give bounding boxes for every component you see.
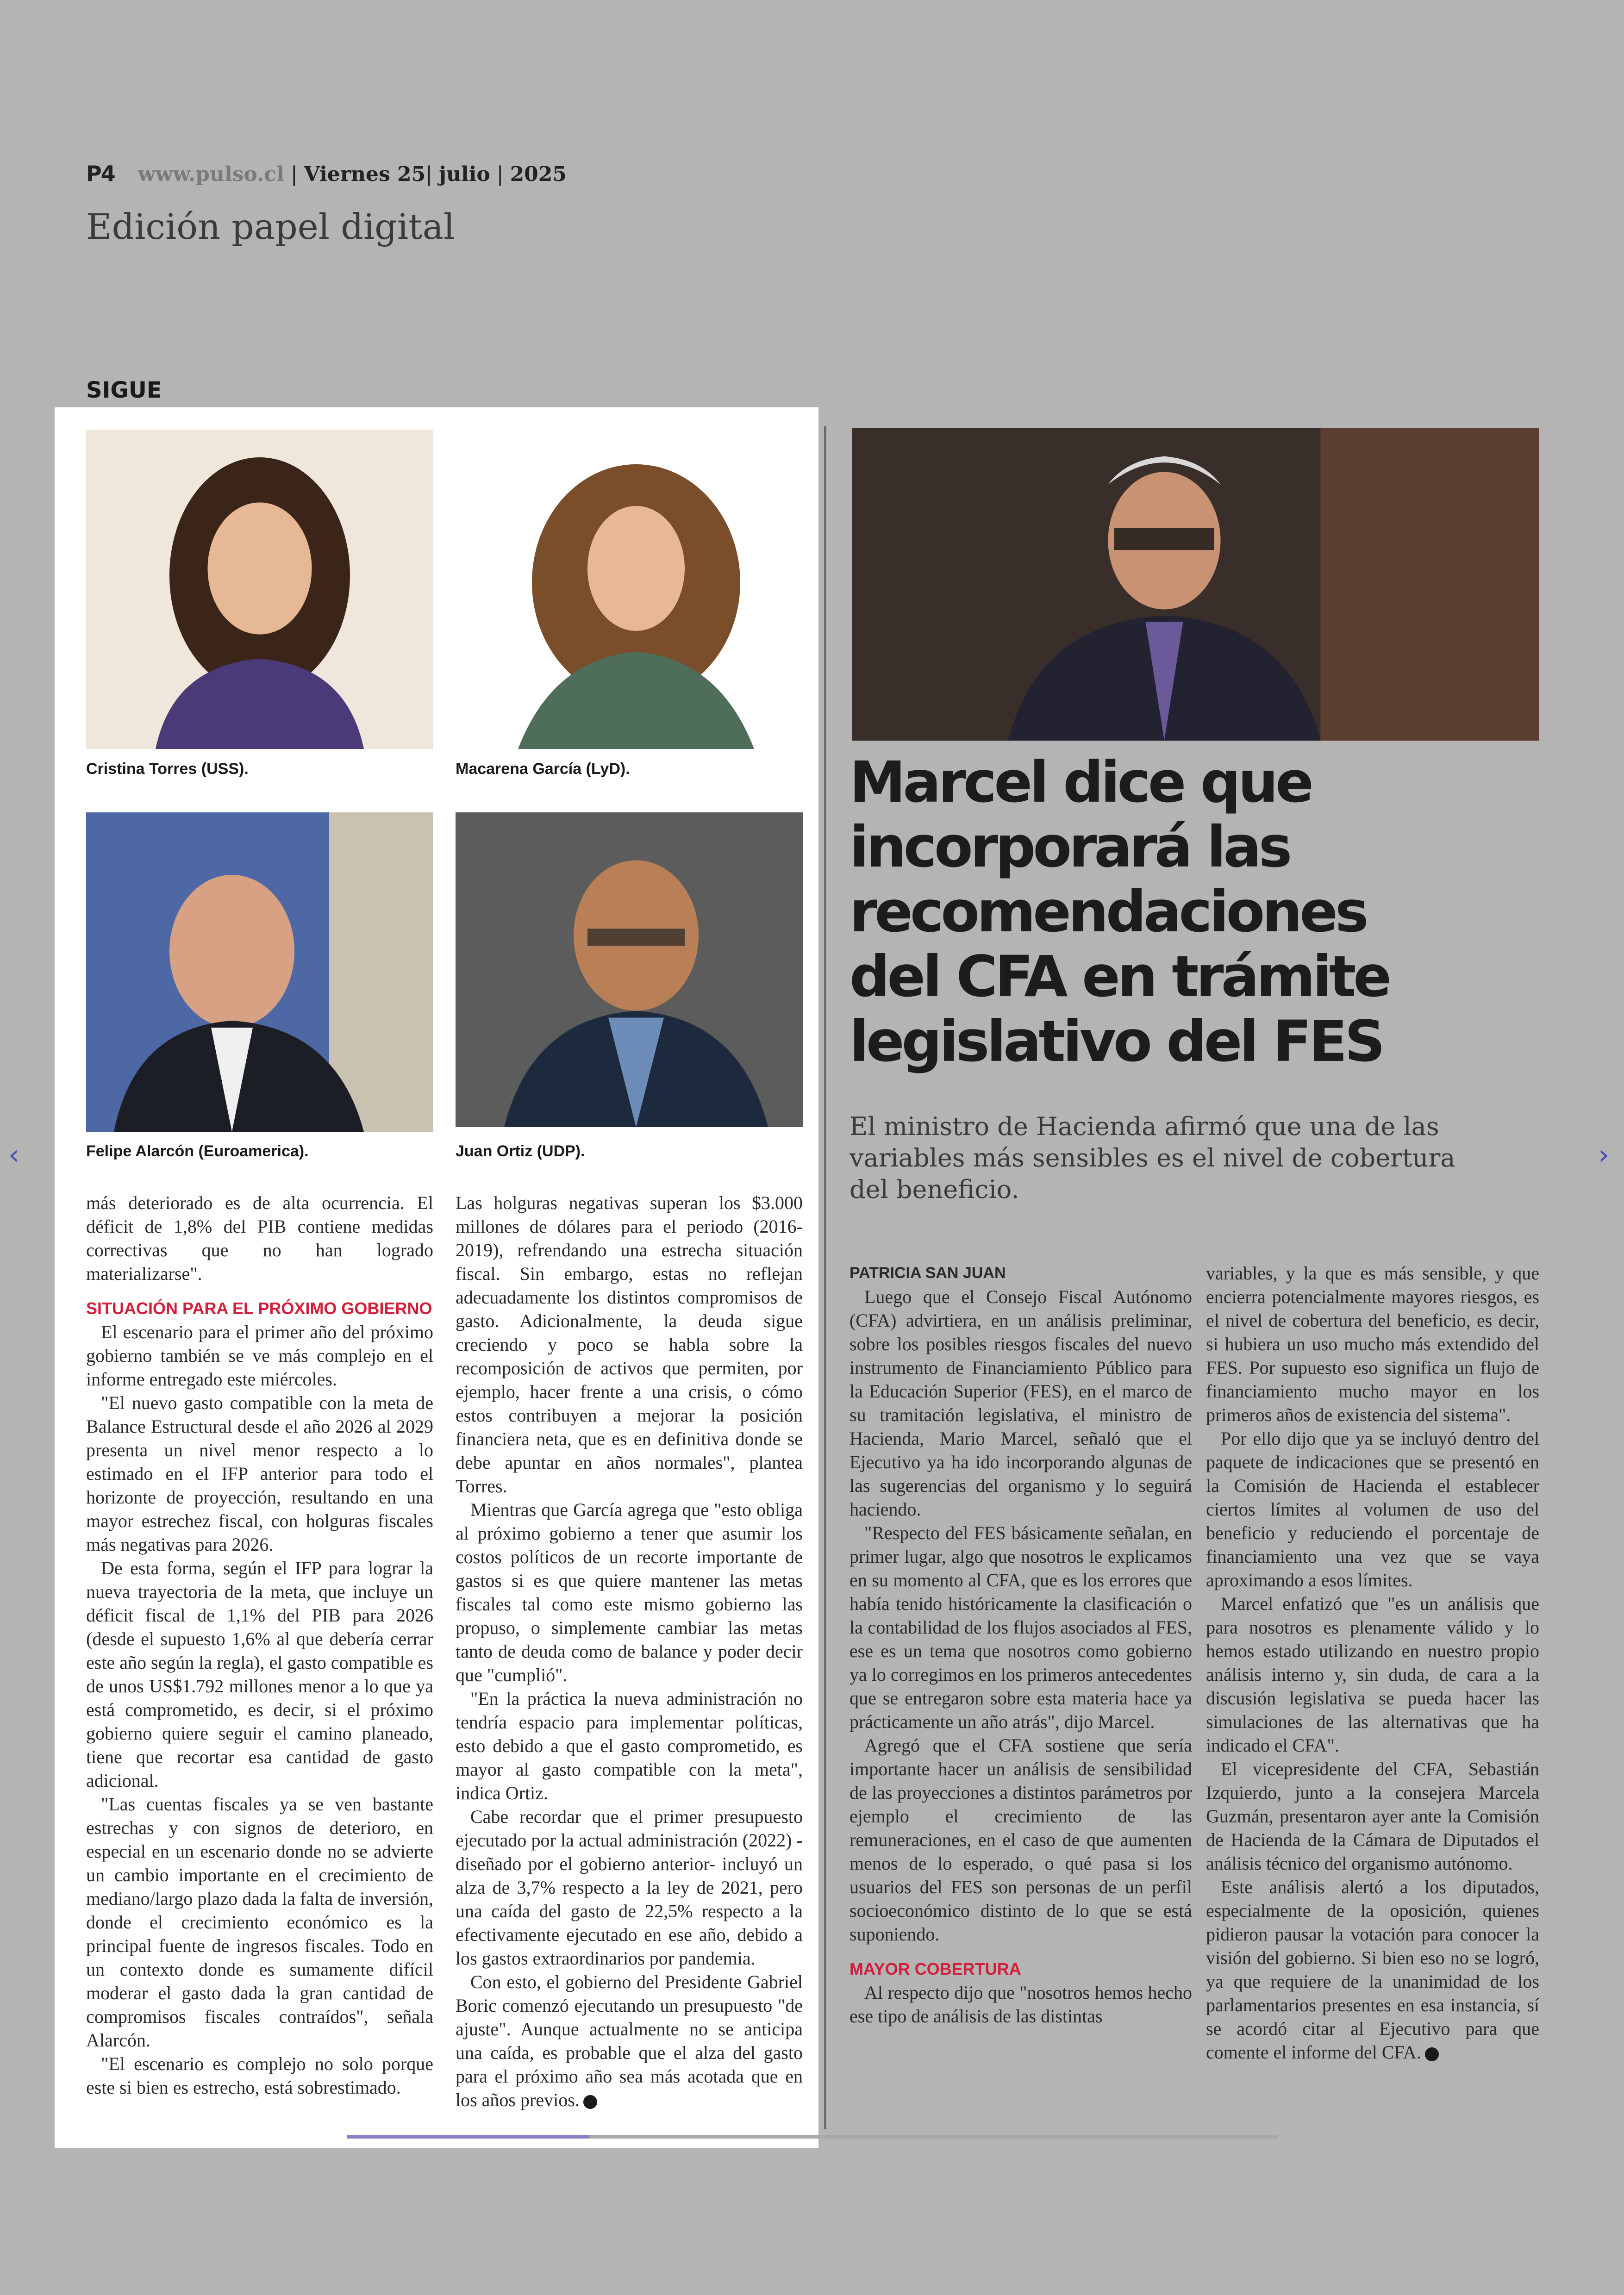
paragraph: Al respecto dijo que "nosotros hemos hecho ese tipo de análisis de las distintas — [849, 1982, 1192, 2027]
photo-caption: Cristina Torres (USS). — [86, 760, 249, 778]
subheading: SITUACIÓN PARA EL PRÓXIMO GOBIERNO — [86, 1299, 432, 1318]
photo-juan-ortiz — [456, 812, 803, 1127]
paragraph: El vicepresidente del CFA, Sebastián Izquierdo, junto a la consejera Marcela Guzmán, presentaron ayer ante la Comisión de Hacienda de la Cámara de Diputados el análisis técnico del organismo autónomo. — [1206, 1759, 1539, 1874]
page-progress-fill — [347, 2135, 589, 2139]
photo-caption: Juan Ortiz (UDP). — [456, 1142, 585, 1160]
headline-line: incorporará las — [849, 814, 1290, 880]
continued-text-column-2 — [456, 1191, 803, 2112]
paragraph: De esta forma, según el IFP para lograr la nueva trayectoria de la meta, que incluye un déficit fiscal de 1,1% del PIB para 2026 (desde el supuesto 1,6% al que debería cerrar este año según la regla), el gasto compatible es de unos US$1.792 millones menor a lo que ya está comprometido, es decir, si el próximo gobierno quiere seguir el camino planeado, tiene que recortar esa cantidad de gasto adicional. — [86, 1558, 433, 1791]
paragraph: Las holguras negativas superan los $3.000 millones de dólares para el periodo (2016-2019), refrendando una estrecha situación fiscal. Sin embargo, estas no reflejan adecuadamente los distintos compromisos de gasto. Adicionalmente, la deuda sigue creciendo y poco se habla sobre la recomposición de activos que permiten, por ejemplo, hacer frente a una crisis, o cómo estos contribuyen a mejorar la posición financiera neta, que es en definitiva donde se debe apuntar en años normales", plantea Torres. — [456, 1192, 803, 1497]
photo-felipe-alarcon — [86, 812, 433, 1132]
paragraph: "Respecto del FES básicamente señalan, en primer lugar, algo que nosotros le explicamos en su momento al CFA, que es los errores que había tenido históricamente la clasificación o la contabilidad de los flujos asociados al FES, ese es un tema que nosotros como gobierno ya lo corregimos en los primeros antecedentes que se entregaron sobre esta materia hace ya prácticamente un año atrás", dijo Marcel. — [849, 1522, 1192, 1732]
paragraph: variables, y la que es más sensible, y que encierra potencialmente mayores riesgos, es el nivel de cobertura del beneficio, es decir, si hubiera un uso mucho más extendido del FES. Por supuesto eso significa un flujo de financiamiento mucho mayor en los primeros años de existencia del sistema". — [1206, 1263, 1539, 1425]
subheading: MAYOR COBERTURA — [849, 1959, 1021, 1978]
byline: PATRICIA SAN JUAN — [849, 1264, 1006, 1282]
paragraph — [456, 1970, 803, 2112]
paragraph: más deteriorado es de alta ocurrencia. El déficit de 1,8% del PIB contiene medidas correctivas que no han logrado materializarse". — [86, 1192, 433, 1284]
date-year: 2025 — [510, 162, 567, 186]
date-month: julio — [439, 162, 490, 186]
paragraph — [1206, 1875, 1539, 2064]
continued-article-panel — [55, 407, 818, 2148]
next-page-button[interactable]: › — [1598, 1139, 1609, 1171]
article-text-column-2 — [1206, 1261, 1539, 2064]
continued-text-column-1 — [86, 1191, 433, 2099]
paragraph: Mientras que García agrega que "esto obliga al próximo gobierno a tener que asumir los costos políticos de un recorte importante de gastos si es que quiere mantener las metas fiscales tal como este mismo gobierno las propuso, o simplemente cambiar las metas tanto de deuda como de balance y poder decir que "cumplió". — [456, 1499, 803, 1685]
section-label: SIGUE — [86, 377, 162, 403]
paragraph: Agregó que el CFA sostiene que sería importante hacer un análisis de sensibilidad de las proyecciones a distintos parámetros por ejemplo el crecimiento de las remuneraciones, en el caso de que aumenten menos de lo esperado, o qué pasa si los usuarios del FES son personas de un perfil socioeconómico distinto de lo que se está suponiendo. — [849, 1735, 1192, 1945]
headline-line: legislativo del FES — [849, 1009, 1383, 1074]
paragraph: El escenario para el primer año del próximo gobierno también se ve más complejo en el informe entregado este miércoles. — [86, 1322, 433, 1390]
photo-caption: Felipe Alarcón (Euroamerica). — [86, 1142, 309, 1160]
headline-line: recomendaciones — [849, 879, 1366, 945]
paragraph-text: Este análisis alertó a los diputados, especialmente de la oposición, quienes pidieron pausar la votación para conocer la visión del gobierno. Si bien eso no se logró, ya que requiere de la unanimidad de los parlamentarios presentes en esa instancia, sí se acordó citar al Ejecutivo para que comente el informe del CFA. — [1206, 1877, 1539, 2063]
edition-title: Edición papel digital — [86, 206, 455, 247]
paragraph: "El nuevo gasto compatible con la meta de Balance Estructural desde el año 2026 al 2029 presenta un nivel menor respecto a lo estimado en el IFP anterior para todo el horizonte de proyección, resultando en una mayor estrechez fiscal, con holguras fiscales más negativas para 2026. — [86, 1392, 433, 1555]
paragraph-text: Con esto, el gobierno del Presidente Gabriel Boric comenzó ejecutando un presupuesto "de ajuste". Aunque actualmente no se anticipa una caída, es probable que el alza del gasto para el próximo año sea más acotada que en los años previos. — [456, 1971, 803, 2110]
paragraph: Marcel enfatizó que "es un análisis que para nosotros es plenamente válido y lo hemos estado utilizando en nuestro propio análisis interno y, sin duda, de cara a la discusión legislativa se pueda hacer las simulaciones de las alternativas que ha indicado el CFA". — [1206, 1593, 1539, 1756]
paragraph: Luego que el Consejo Fiscal Autónomo (CFA) advirtiera, en un análisis preliminar, sobre los posibles riesgos fiscales del nuevo instrumento de Financiamiento Público para la Educación Superior (FES), en el marco de su tramitación legislativa, el ministro de Hacienda, Mario Marcel, señaló que el Ejecutivo ya ha ido incorporando algunas de las sugerencias del organismo y lo seguirá haciendo. — [849, 1286, 1192, 1520]
article-deck: El ministro de Hacienda afirmó que una de las variables más sensibles es el nivel de cobertura del beneficio. — [849, 1112, 1455, 1204]
site-url: www.pulso.cl — [137, 162, 284, 186]
photo-mario-marcel — [852, 428, 1539, 741]
headline-line: Marcel dice que — [849, 749, 1311, 815]
prev-page-button[interactable]: ‹ — [8, 1139, 19, 1171]
page-number: P4 — [86, 161, 115, 186]
article-headline — [849, 750, 1498, 1074]
paragraph: "En la práctica la nueva administración no tendría espacio para implementar políticas, esto debido a que el gasto comprometido, es mayor al gasto compatible con la meta", indica Ortiz. — [456, 1688, 803, 1803]
article-text-column-1 — [849, 1261, 1192, 2028]
paragraph: Por ello dijo que ya se incluyó dentro del paquete de indicaciones que se presentó en la Comisión de Hacienda el establecer ciertos límites al volumen de uso del beneficio y reduciendo el porcentaje de financiamiento una vez que se vaya aproximando a esos límites. — [1206, 1428, 1539, 1590]
photo-cristina-torres — [86, 430, 433, 749]
end-mark-icon — [583, 2095, 597, 2109]
paragraph: "Las cuentas fiscales ya se ven bastante estrechas y con signos de deterioro, en especial en un escenario donde no se advierte un cambio importante en el crecimiento de mediano/largo plazo dada la falta de inversión, donde el crecimiento económico es la principal fuente de ingresos fiscales. Todo en un contexto donde es sumamente difícil moderar el gasto dada la gran cantidad de compromisos fiscales contraídos", señala Alarcón. — [86, 1794, 433, 2051]
date-day: Viernes 25 — [304, 162, 426, 186]
page-header: P4 www.pulso.cl | Viernes 25| julio | 2025 — [86, 161, 567, 186]
photo-caption: Macarena García (LyD). — [456, 760, 630, 778]
paragraph: Cabe recordar que el primer presupuesto ejecutado por la actual administración (2022) -diseñado por el gobierno anterior- incluyó un alza de 3,7% respecto a la ley de 2021, pero una caída del gasto de 22,5% respecto a la efectivamente ejecutado en ese año, debido a los gastos extraordinarios por pandemia. — [456, 1806, 803, 1969]
photo-macarena-garcia — [456, 430, 803, 749]
end-mark-icon — [1425, 2047, 1439, 2061]
headline-line: del CFA en trámite — [849, 944, 1389, 1010]
paragraph: "El escenario es complejo no solo porque este si bien es estrecho, está sobrestimado. — [86, 2053, 433, 2098]
column-divider — [824, 426, 826, 2129]
